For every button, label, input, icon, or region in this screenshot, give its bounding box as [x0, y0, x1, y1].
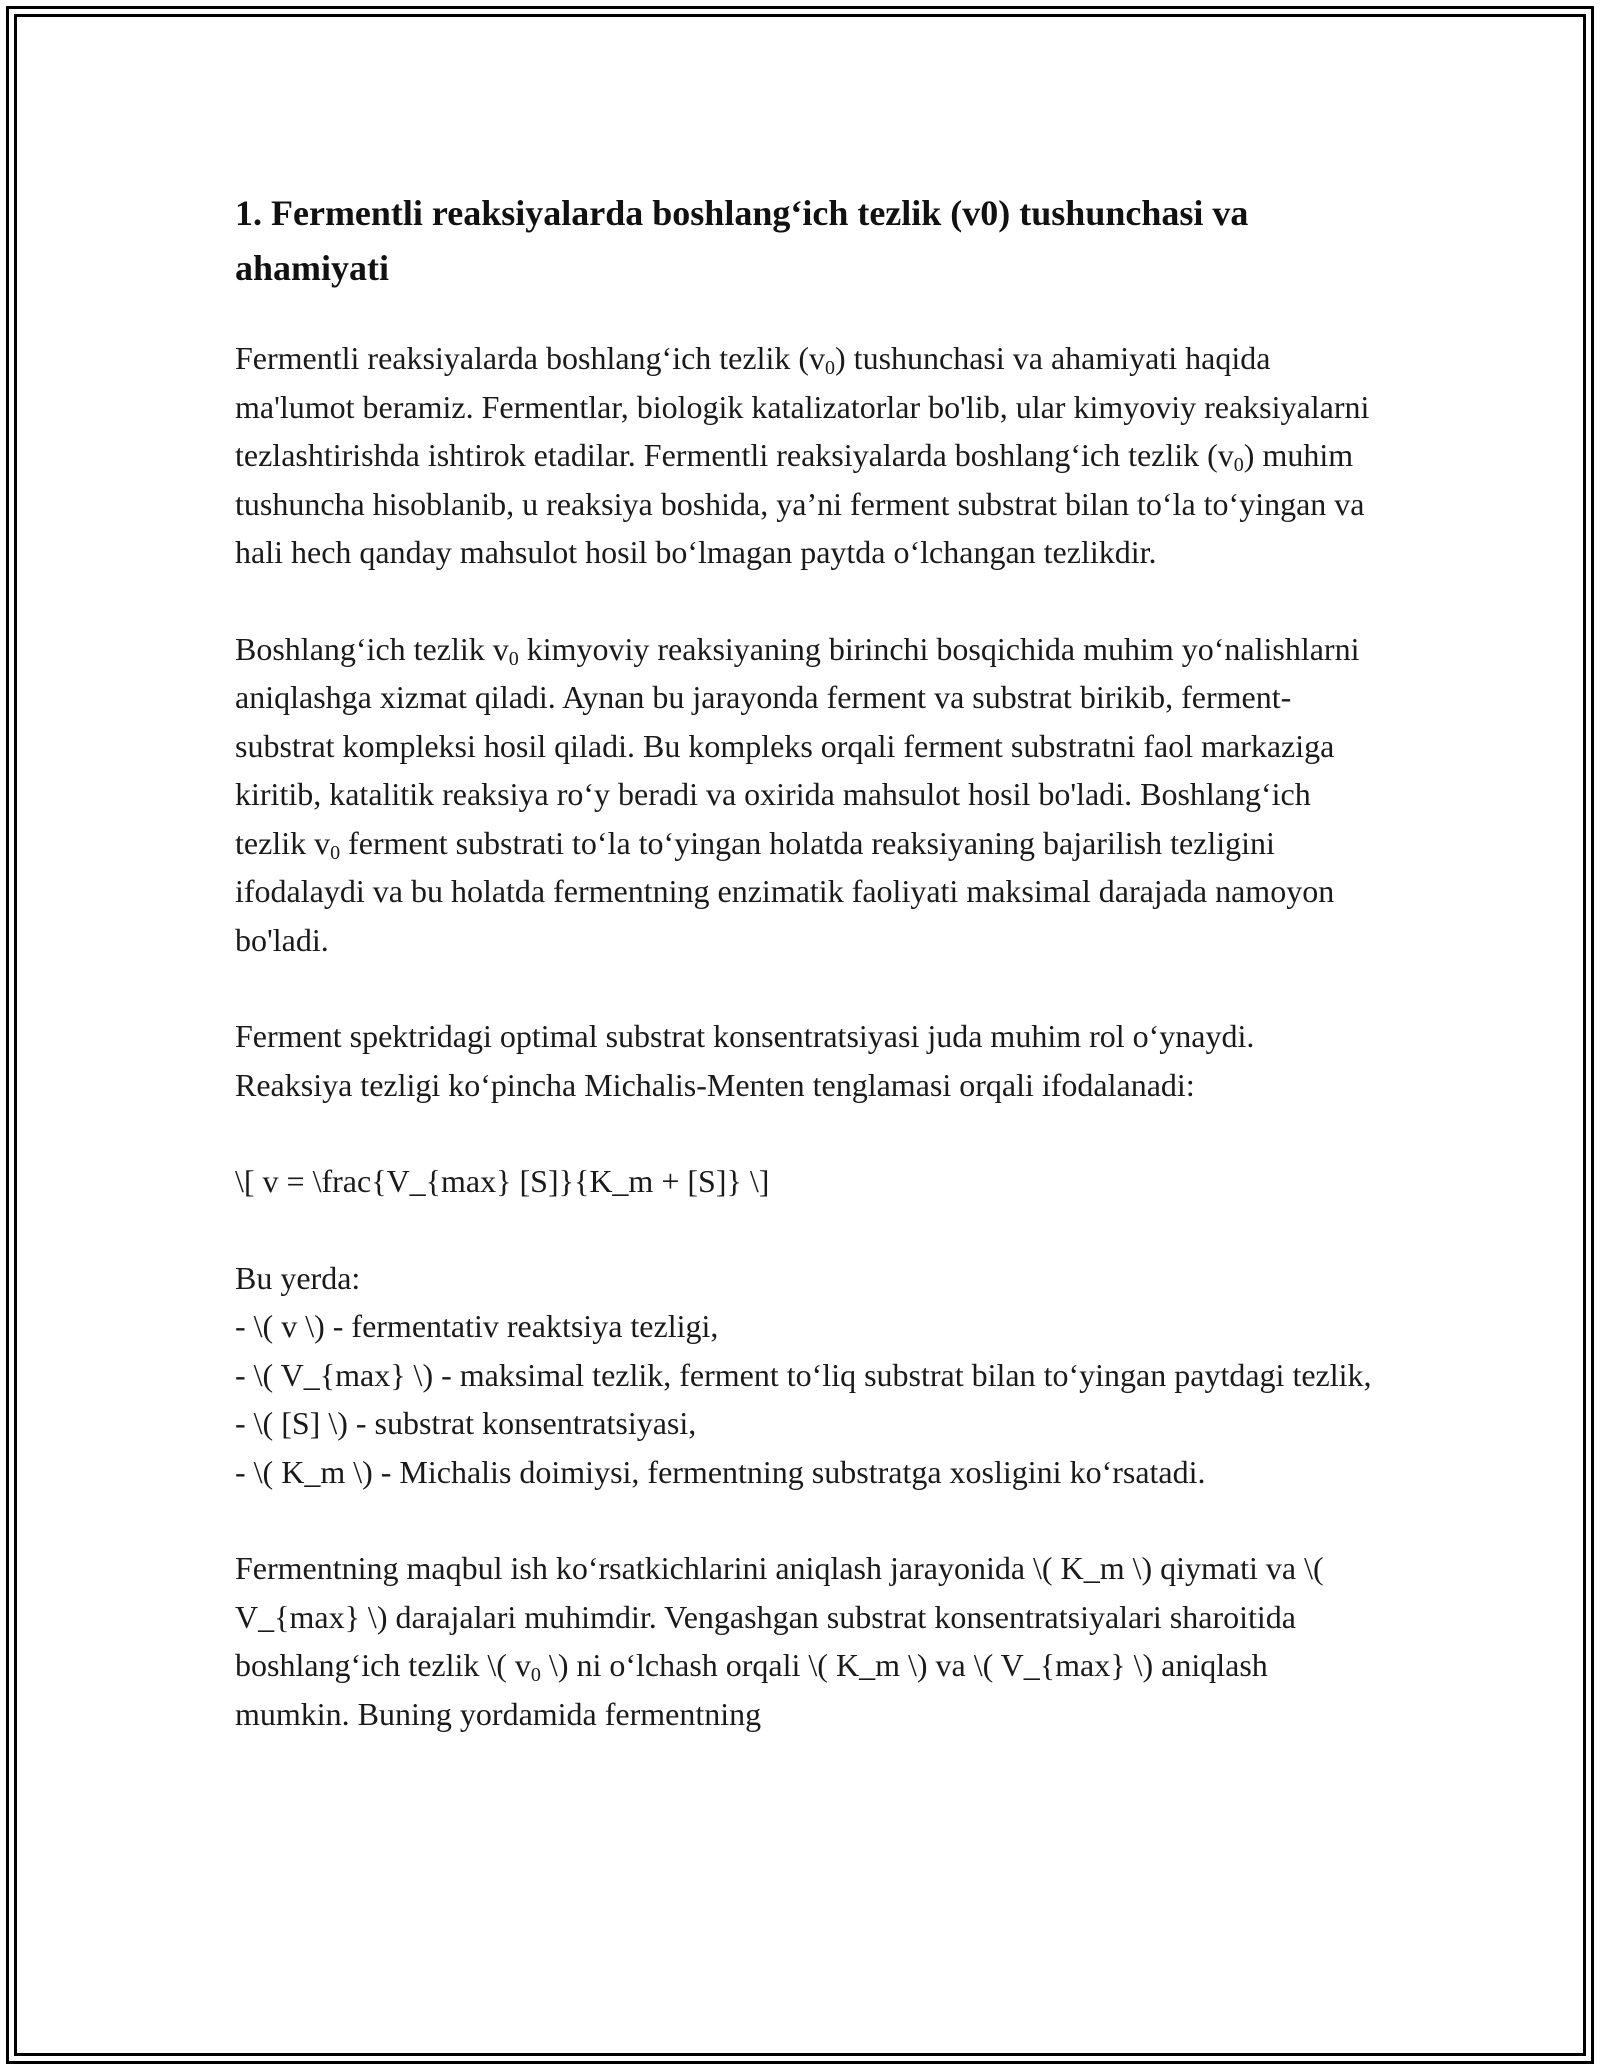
definitions-intro: Bu yerda:	[235, 1259, 361, 1296]
subscript-zero: 0	[330, 841, 341, 864]
paragraph-initial-rate	[235, 625, 1375, 965]
paragraph-parameters	[235, 1544, 1375, 1738]
paragraph-intro-text-b: ) tushunchasi va ahamiyati haqida ma'lumot beramiz. Fermentlar, biologik katalizatorlar bo'lib, ular kimyoviy reaksiyalarni tezlashtirishda ishtirok etadilar. Fermentli reaksiyalarda boshlang‘ich tezlik (v	[235, 340, 1370, 473]
paragraph-initial-rate-text-b: kimyoviy reaksiyaning birinchi bosqichida muhim yo‘nalishlarni aniqlashga xizmat qiladi. Aynan bu jarayonda ferment va substrat birikib, ferment-substrat kompleksi hosil qiladi. Bu kompleks orqali ferment substratni faol markaziga kiritib, katalitik reaksiya ro‘y beradi va oxirida mahsulot hosil bo'ladi. Boshlang‘ich tezlik v	[235, 630, 1360, 861]
paragraph-initial-rate-text-c: ferment substrati to‘la to‘yingan holatda reaksiyaning bajarilish tezligini ifodalaydi va bu holatda fermentning enzimatik faoliyati maksimal darajada namoyon bo'ladi.	[235, 824, 1335, 958]
definition-item: - \( v \) - fermentativ reaktsiya tezligi,	[235, 1308, 719, 1344]
paragraph-parameters-text-b: \) ni o‘lchash orqali \( K_m \) va \( V_{max} \) aniqlash mumkin. Buning yordamida fermentning	[235, 1647, 1268, 1732]
definition-item: - \( V_{max} \) - maksimal tezlik, ferment to‘liq substrat bilan to‘yingan paytdagi tezlik,	[235, 1356, 1372, 1393]
paragraph-substrate-concentration: Ferment spektridagi optimal substrat konsentratsiyasi juda muhim rol o‘ynaydi. Reaksiya tezligi ko‘pincha Michalis-Menten tenglamasi orqali ifodalanadi:	[235, 1018, 1255, 1103]
section-heading: 1. Fermentli reaksiyalarda boshlang‘ich tezlik (v0) tushunchasi va ahamiyati	[235, 193, 1249, 288]
document-body	[235, 186, 1375, 1786]
michaelis-menten-formula: \[ v = \frac{V_{max} [S]}{K_m + [S]} \]	[235, 1163, 770, 1199]
paragraph-intro	[235, 334, 1375, 577]
paragraph-intro-text-c: ) muhim tushuncha hisoblanib, u reaksiya boshida, ya’ni ferment substrat bilan to‘la to‘yingan va hali hech qanday mahsulot hosil bo‘lmagan paytda o‘lchangan tezlikdir.	[235, 437, 1365, 570]
definition-item: - \( K_m \) - Michalis doimiysi, fermentning substratga xosligini ko‘rsatadi.	[235, 1453, 1206, 1490]
paragraph-initial-rate-text-a: Boshlang‘ich tezlik v	[235, 630, 509, 667]
definition-item: - \( [S] \) - substrat konsentratsiyasi,	[235, 1405, 697, 1441]
subscript-zero: 0	[825, 357, 836, 379]
variable-definitions	[235, 1254, 1375, 1497]
paragraph-intro-text-a: Fermentli reaksiyalarda boshlang‘ich tezlik (v	[235, 340, 826, 376]
subscript-zero: 0	[530, 1664, 541, 1686]
subscript-zero: 0	[508, 647, 519, 670]
paragraph-parameters-text-a: Fermentning maqbul ish ko‘rsatkichlarini aniqlash jarayonida \( K_m \) qiymati va \( V_{max} \) darajalari muhimdir. Vengashgan substrat konsentratsiyalari sharoitida boshlang‘ich tezlik \( v	[235, 1550, 1324, 1683]
subscript-zero: 0	[1233, 454, 1244, 476]
